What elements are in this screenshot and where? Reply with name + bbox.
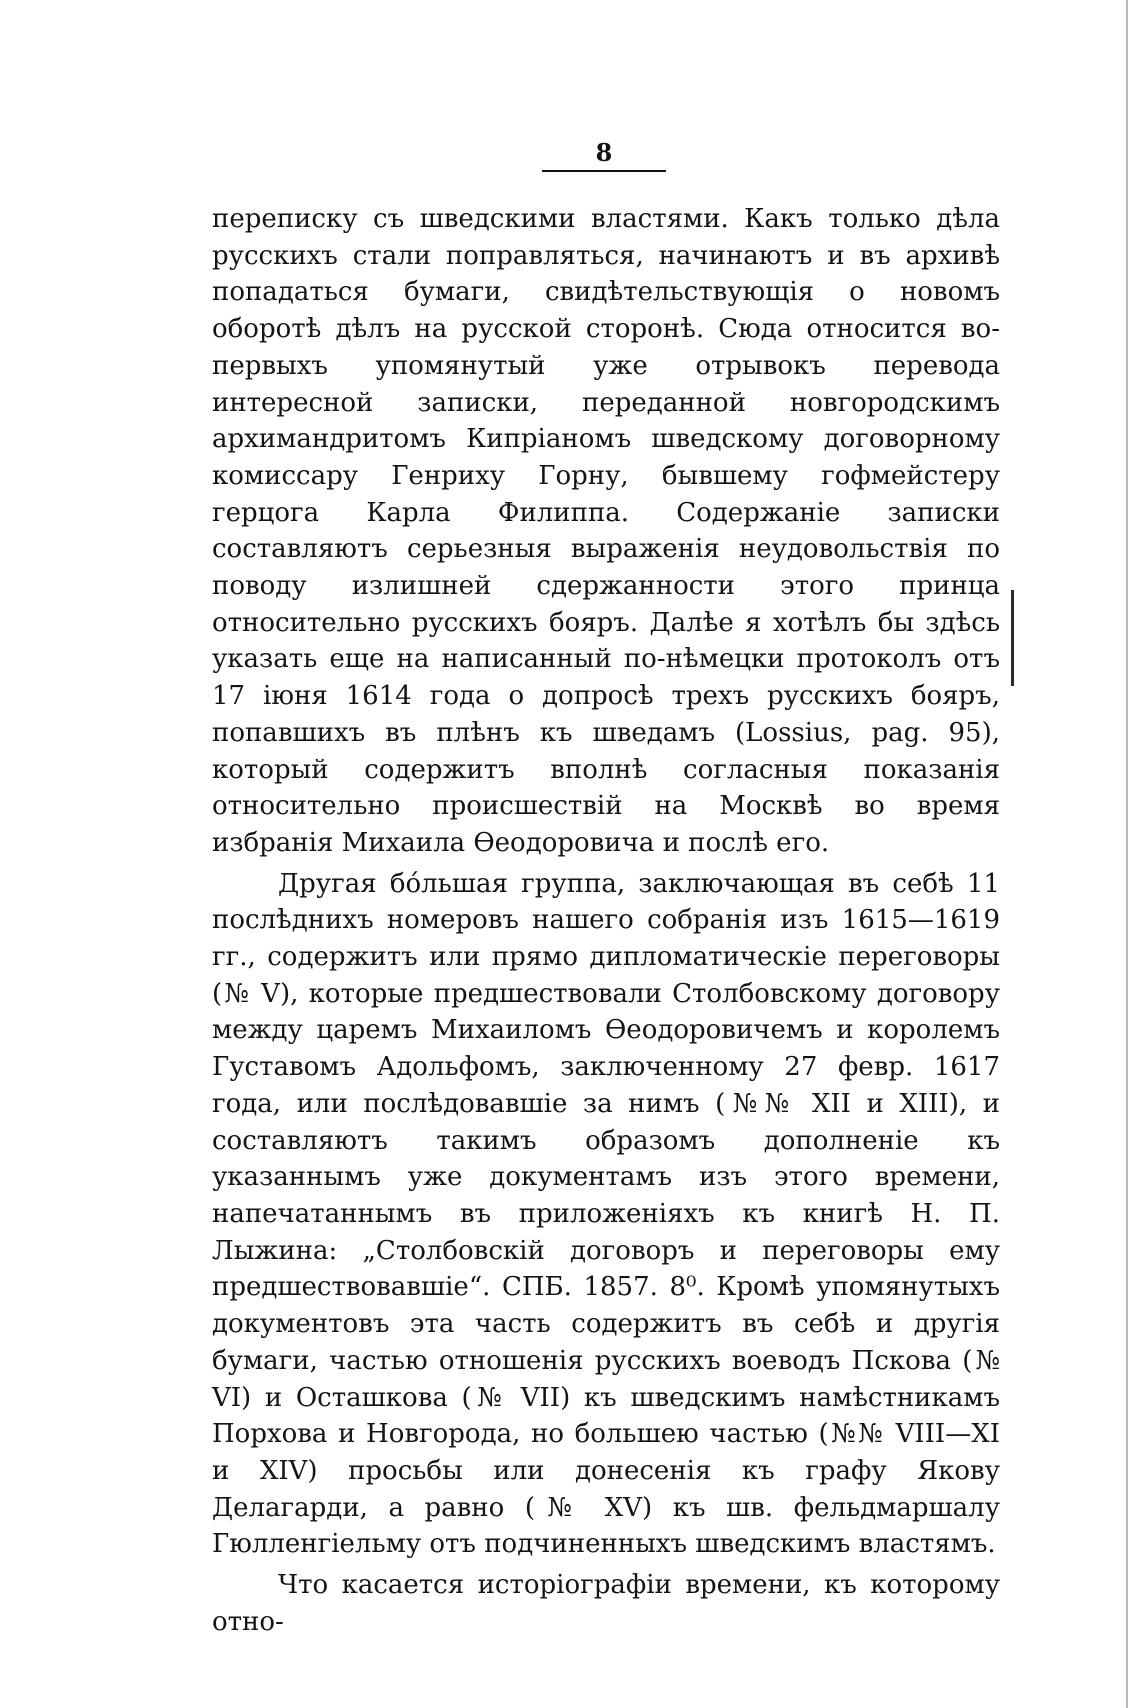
header-rule bbox=[542, 170, 666, 172]
page-edge-line bbox=[1126, 0, 1128, 1708]
paragraph-3: Что касается исторіографіи времени, къ которому отно- bbox=[212, 1570, 1000, 1637]
margin-mark bbox=[1011, 590, 1014, 686]
paragraph-2: Другая бóльшая группа, заключающая въ себѣ 11 послѣднихъ номеровъ нашего собранія изъ 1615—1619 гг., содержитъ или прямо дипломатическіе переговоры (№ V), которые предшествовали Столбовскому договору между царемъ Михаиломъ Ѳеодоровичемъ и королемъ Густавомъ Адольфомъ, заключенному 27 февр. 1617 года, или послѣдовавшіе за нимъ (№№ XII и XIII), и составляютъ такимъ образомъ дополненіе къ указаннымъ уже документамъ изъ этого времени, напечатаннымъ въ приложеніяхъ къ книгѣ Н. П. Лыжина: „Столбовскій договоръ и переговоры ему предшествовавшіе“. СПБ. 1857. 8⁰. Кромѣ упомянутыхъ документовъ эта часть содержитъ въ себѣ и другія бумаги, частью отношенія русскихъ воеводъ Пскова (№ VI) и Осташкова (№ VII) къ шведскимъ намѣстникамъ Порхова и Новгорода, но большею частью (№№ VIII—XI и XIV) просьбы или донесенія къ графу Якову Делагарди, а равно (№ XV) къ шв. фельдмаршалу Гюлленгіельму отъ подчиненныхъ шведскимъ властямъ. bbox=[212, 868, 1000, 1560]
page-header bbox=[542, 138, 666, 172]
page-number: 8 bbox=[595, 138, 613, 167]
paragraph-1: переписку съ шведскими властями. Какъ только дѣла русскихъ стали поправляться, начинаютъ и въ архивѣ попадаться бумаги, свидѣтельствующія о новомъ оборотѣ дѣлъ на русской сторонѣ. Сюда относится во-первыхъ упомянутый уже отрывокъ перевода интересной записки, переданной новгородскимъ архимандритомъ Кипріаномъ шведскому договорному комиссару Генриху Горну, бывшему гофмейстеру герцога Карла Филиппа. Содержаніе записки составляютъ серьезныя выраженія неудовольствія по поводу излишней сдержанности этого принца относительно русскихъ бояръ. Далѣе я хотѣлъ бы здѣсь указать еще на написанный по-нѣмецки протоколъ отъ 17 іюня 1614 года о допросѣ трехъ русскихъ бояръ, попавшихъ въ плѣнъ къ шведамъ (Lossius, pag. 95), который содержитъ вполнѣ согласныя показанія относительно происшествій на Москвѣ во время избранія Михаила Ѳеодоровича и послѣ его. bbox=[212, 204, 1000, 858]
body-text bbox=[212, 201, 1000, 1640]
